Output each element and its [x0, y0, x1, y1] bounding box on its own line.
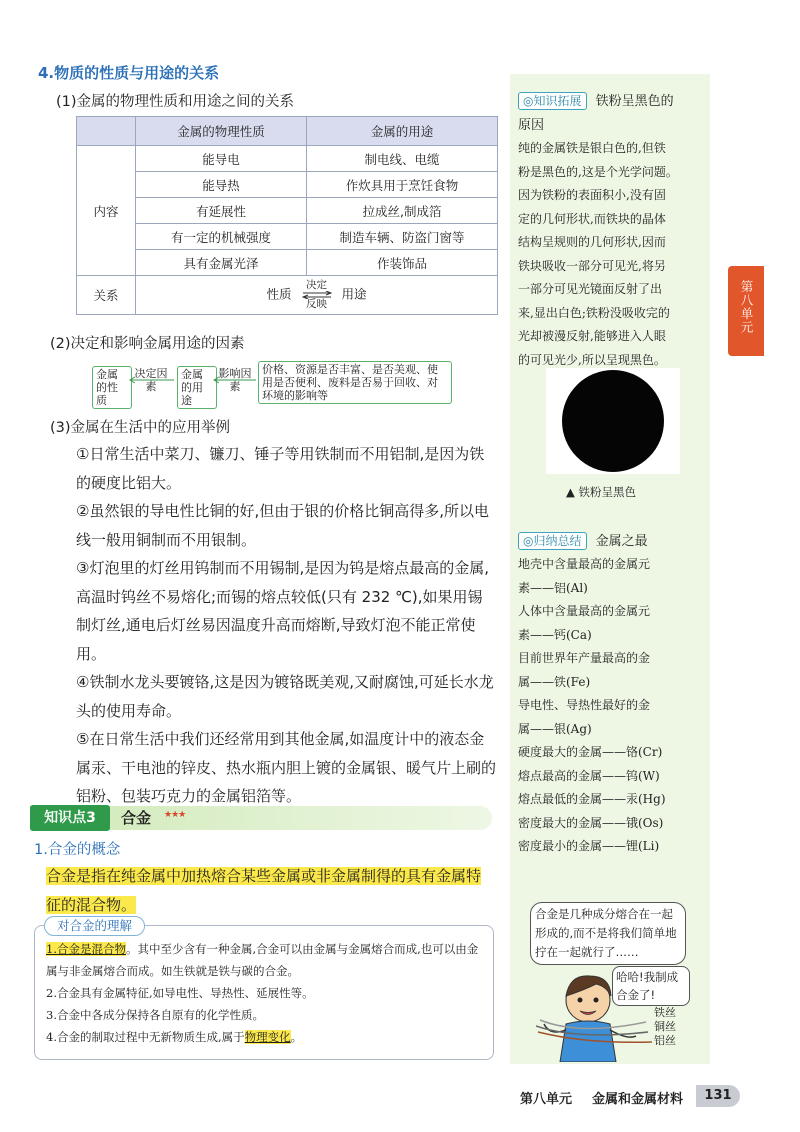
text-line: 硬度最大的金属——铬(Cr): [518, 745, 663, 759]
left-arrow-icon: [212, 376, 256, 384]
text-line: 地壳中含量最高的金属元: [518, 557, 651, 571]
table-cell: 作炊具用于烹饪食物: [307, 172, 498, 198]
flow-arrow-decide-label: 决定因素: [134, 367, 168, 393]
relation-arrows: [302, 280, 332, 310]
photo-caption: [566, 484, 636, 500]
tag-label: 知识拓展: [533, 94, 582, 108]
cartoon-speech-bubble: 哈哈!我制成合金了!: [612, 966, 690, 1006]
understanding-title: 对合金的理解: [44, 916, 145, 936]
wire-label-aluminum: 铝丝: [654, 1034, 676, 1047]
concept-title: 1.合金的概念: [34, 842, 121, 858]
table-relation-cell: [136, 276, 498, 315]
text-line: 密度最小的金属——锂(Li): [518, 839, 660, 853]
relation-top-word: 决定: [306, 279, 327, 291]
left-arrow-icon: [128, 376, 174, 384]
summary-header: [518, 530, 708, 550]
text-line: 属——银(Ag): [518, 721, 592, 736]
text-line: 熔点最高的金属——钨(W): [518, 768, 660, 783]
text-line: 人体中含量最高的金属元: [518, 604, 651, 618]
example-item: ④铁制水龙头要镀铬,这是因为镀铬既美观,又耐腐蚀,可延长水龙头的使用寿命。: [76, 673, 494, 720]
table-row-label: 内容: [77, 146, 136, 276]
unit-side-tab-label: 第八单元: [739, 280, 754, 334]
understanding-point: 3.合金中各成分保持各自原有的化学性质。: [46, 1008, 264, 1022]
flow-box-property: 金属的性质: [92, 366, 132, 409]
caption-text: ▲ 铁粉呈黑色: [566, 485, 636, 499]
point-text: 。其中至少含有一种金属,合金可以由金属与金属熔合而成,也可以由金属与非金属熔合而成。如生铁就是铁与碳的合金。: [46, 942, 479, 978]
cartoon-thought-bubble: 合金是几种成分熔合在一起形成的,而不是将我们简单地拧在一起就行了……: [530, 902, 686, 965]
table-cell: 有一定的机械强度: [136, 224, 307, 250]
understanding-point: [46, 1026, 482, 1048]
relation-right: 用途: [341, 286, 367, 302]
example-item: ②虽然银的导电性比铜的好,但由于银的价格比铜高得多,所以电线一般用铜制而不用银制。: [76, 502, 489, 549]
tag-label: 归纳总结: [533, 534, 582, 548]
knowledge-expand-tag: [518, 92, 587, 110]
expand-title: 铁粉呈黑色的: [595, 94, 674, 109]
text-line: 导电性、导热性最好的金: [518, 698, 651, 712]
summary-text: [518, 553, 706, 859]
magnifier-icon: ◎: [523, 534, 534, 548]
table-cell: 制电线、电缆: [307, 146, 498, 172]
understanding-points: [46, 938, 482, 1048]
knowledge-point-badge: 知识点3: [30, 805, 110, 831]
table-cell: 制造车辆、防盗门窗等: [307, 224, 498, 250]
text-line: 粉是黑色的,这是个光学问题。: [518, 164, 678, 179]
table-row: [77, 250, 498, 276]
text-line: 纯的金属铁是银白色的,但铁: [518, 141, 666, 155]
understanding-point: 2.合金具有金属特征,如导电性、导热性、延展性等。: [46, 986, 314, 1000]
subsection-2-title: (2)决定和影响金属用途的因素: [50, 336, 245, 352]
text-line: 素——铝(Al): [518, 580, 588, 595]
table-cell: 有延展性: [136, 198, 307, 224]
text-line: 结构呈规则的几何形状,因而: [518, 235, 666, 249]
table-row: [77, 146, 498, 172]
table-row: [77, 224, 498, 250]
subsection-3-title: (3)金属在生活中的应用举例: [50, 420, 231, 436]
point-text: 4.合金的制取过程中无新物质生成,属于: [46, 1030, 245, 1044]
text-line: 素——钙(Ca): [518, 627, 592, 642]
text-line: 一部分可见光镜面反射了出: [518, 282, 663, 296]
table-header-property: 金属的物理性质: [136, 117, 307, 146]
text-line: 目前世界年产量最高的金: [518, 651, 651, 665]
example-item: ⑤在日常生活中我们还经常用到其他金属,如温度计中的液态金属汞、干电池的锌皮、热水瓶内胆上镀的金属银、暖气片上刷的铝粉、包装巧克力的金属铝箔等。: [76, 730, 497, 805]
summary-tag: [518, 532, 587, 550]
table-cell: 具有金属光泽: [136, 250, 307, 276]
text-line: 的可见光少,所以呈现黑色。: [518, 352, 666, 367]
magnifier-icon: ◎: [523, 94, 534, 108]
flow-arrow-influence-label: 影响因素: [218, 367, 252, 393]
relation-bottom-word: 反映: [306, 298, 327, 310]
table-cell: 能导电: [136, 146, 307, 172]
example-item: ①日常生活中菜刀、镰刀、锤子等用铁制而不用铝制,是因为铁的硬度比铝大。: [76, 445, 485, 492]
point-highlight: 1.合金是混合物: [46, 942, 126, 956]
expand-text: [518, 137, 706, 372]
table-corner: [77, 117, 136, 146]
table-row: [77, 198, 498, 224]
subsection-1-title: (1)金属的物理性质和用途之间的关系: [56, 94, 295, 110]
section-title: 4.物质的性质与用途的关系: [38, 64, 220, 82]
wire-labels: [650, 1006, 676, 1048]
example-item: ③灯泡里的灯丝用钨制而不用锡制,是因为钨是熔点最高的金属,高温时钨丝不易熔化;而锡的熔点较低(只有 232 ℃),如果用锡制灯丝,通电后灯丝易因温度升高而熔断,导致灯泡不能正常使用。: [76, 559, 489, 663]
alloy-definition: [46, 862, 492, 919]
property-use-table: [76, 116, 498, 315]
text-line: 密度最大的金属——锇(Os): [518, 815, 664, 830]
table-cell: 能导热: [136, 172, 307, 198]
difficulty-stars: ★★★: [164, 810, 186, 820]
point-text: 。: [290, 1030, 303, 1044]
wire-label-iron: 铁丝: [654, 1006, 676, 1019]
footer-title: 金属和金属材料: [592, 1092, 684, 1107]
iron-powder-photo: [546, 368, 680, 474]
table-row: [77, 172, 498, 198]
text-line: 定的几何形状,而铁块的晶体: [518, 211, 666, 226]
iron-powder-disc: [562, 370, 664, 472]
text-line: 光却被漫反射,能够进入人眼: [518, 329, 666, 343]
knowledge-point-title: 合金: [121, 809, 152, 827]
text-line: 铁块吸收一部分可见光,将另: [518, 258, 666, 273]
relation-left: 性质: [266, 286, 292, 302]
unit-side-tab: [728, 266, 764, 356]
summary-title: 金属之最: [595, 534, 648, 549]
expand-header: [518, 90, 708, 110]
examples-list: [76, 440, 496, 811]
table-cell: 作装饰品: [307, 250, 498, 276]
page-number: 131: [696, 1085, 740, 1107]
footer-unit: 第八单元: [520, 1092, 573, 1107]
flow-box-factors: 价格、资源是否丰富、是否美观、使用是否便利、废料是否易于回收、对环境的影响等: [258, 361, 452, 404]
expand-title-cont: 原因: [518, 118, 545, 133]
point-highlight: 物理变化: [244, 1030, 291, 1044]
text-line: 属——铁(Fe): [518, 674, 591, 689]
alloy-definition-text: 合金是指在纯金属中加热熔合某些金属或非金属制得的具有金属特征的混合物。: [46, 867, 482, 914]
table-row-relation: [77, 276, 498, 315]
text-line: 来,显出白色;铁粉没吸收完的: [518, 305, 670, 320]
flow-box-use: 金属的用途: [177, 366, 217, 409]
table-cell: 拉成丝,制成箔: [307, 198, 498, 224]
text-line: 因为铁粉的表面积小,没有固: [518, 188, 666, 202]
table-header-use: 金属的用途: [307, 117, 498, 146]
table-relation-label: 关系: [77, 276, 136, 315]
wire-label-copper: 铜丝: [654, 1020, 676, 1033]
understanding-point: [46, 938, 482, 982]
text-line: 熔点最低的金属——汞(Hg): [518, 792, 666, 806]
